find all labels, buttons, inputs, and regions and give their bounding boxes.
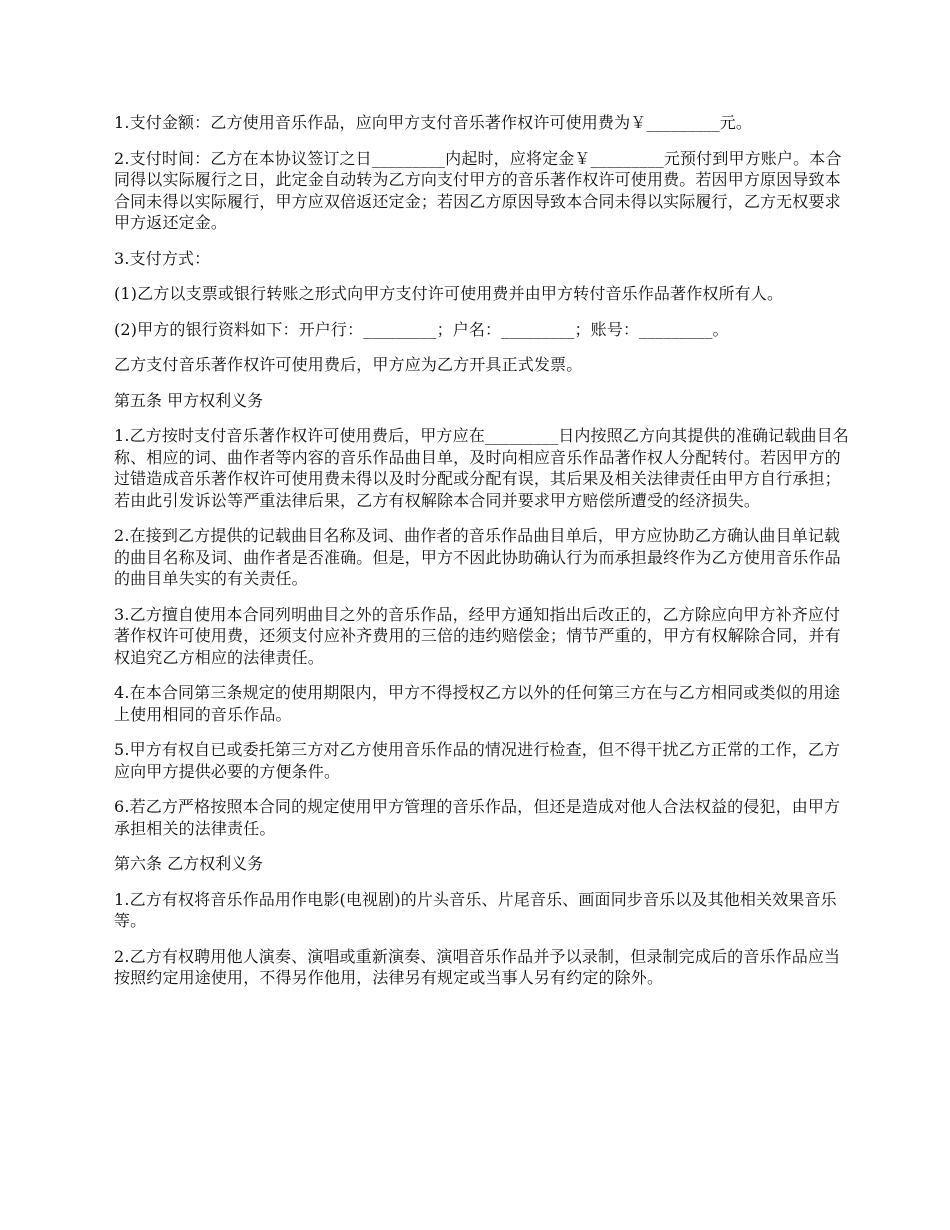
article-6-item-2: 2.乙方有权聘用他人演奏、演唱或重新演奏、演唱音乐作品并予以录制，但录制完成后的音乐作品应当按照约定用途使用，不得另作他用，法律另有规定或当事人另有约定的除外。 [114,946,841,987]
article-5-item-4: 4.在本合同第三条规定的使用期限内，甲方不得授权乙方以外的任何第三方在与乙方相同或类似的用途上使用相同的音乐作品。 [114,683,841,724]
article-5-item-1: 1.乙方按时支付音乐著作权许可使用费后，甲方应在_________日内按照乙方向其提供的准确记载曲目名称、相应的词、曲作者等内容的音乐作品曲目单，及时向相应音乐作品著作权人分配转付。若因甲方的过错造成音乐著作权许可使用费未得以及时分配或分配有误，其后果及相关法律责任由甲方自行承担；若由此引发诉讼等严重法律后果，乙方有权解除本合同并要求甲方赔偿所遭受的经济损失。 [114,426,849,510]
article-6-item-1: 1.乙方有权将音乐作品用作电影(电视剧)的片头音乐、片尾音乐、画面同步音乐以及其他相关效果音乐等。 [114,889,837,930]
article-5-item-6: 6.若乙方严格按照本合同的规定使用甲方管理的音乐作品，但还是造成对他人合法权益的侵犯，由甲方承担相关的法律责任。 [114,797,841,838]
article-6-heading: 第六条 乙方权利义务 [114,854,264,873]
article-5-item-2: 2.在接到乙方提供的记载曲目名称及词、曲作者的音乐作品曲目单后，甲方应协助乙方确认曲目单记载的曲目名称及词、曲作者是否准确。但是，甲方不因此协助确认行为而承担最终作为乙方使用音乐作品的曲目单失实的有关责任。 [114,526,841,588]
payment-method-clause: 3.支付方式： [114,248,211,268]
payment-method-item-1: (1)乙方以支票或银行转账之形式向甲方支付许可使用费并由甲方转付音乐作品著作权所有人。 [114,284,784,303]
article-5-item-3: 3.乙方擅自使用本合同列明曲目之外的音乐作品，经甲方通知指出后改正的，乙方除应向甲方补齐应付著作权许可使用费，还须支付应补齐费用的三倍的违约赔偿金；情节严重的，甲方有权解除合同，并有权追究乙方相应的法律责任。 [114,604,841,667]
article-5-item-5: 5.甲方有权自已或委托第三方对乙方使用音乐作品的情况进行检查，但不得干扰乙方正常的工作，乙方应向甲方提供必要的方便条件。 [114,740,841,781]
article-5-heading: 第五条 甲方权利义务 [114,390,264,410]
payment-time-clause: 2.支付时间：乙方在本协议签订之日_________内起时，应将定金￥_________元预付到甲方账户。本合同得以实际履行之日，此定金自动转为乙方向支付甲方的音乐著作权许可使用费。若因甲方原因导致本合同未得以实际履行，甲方应双倍返还定金；若因乙方原因导致本合同未得以实际履行，乙方无权要求甲方返还定金。 [114,148,842,232]
payment-amount-clause: 1.支付金额：乙方使用音乐作品，应向甲方支付音乐著作权许可使用费为￥_________元。 [114,113,753,132]
payment-method-item-2: (2)甲方的银行资料如下：开户行：_________；户名：_________；账号：_________。 [114,319,729,339]
invoice-clause: 乙方支付音乐著作权许可使用费后，甲方应为乙方开具正式发票。 [114,355,583,374]
